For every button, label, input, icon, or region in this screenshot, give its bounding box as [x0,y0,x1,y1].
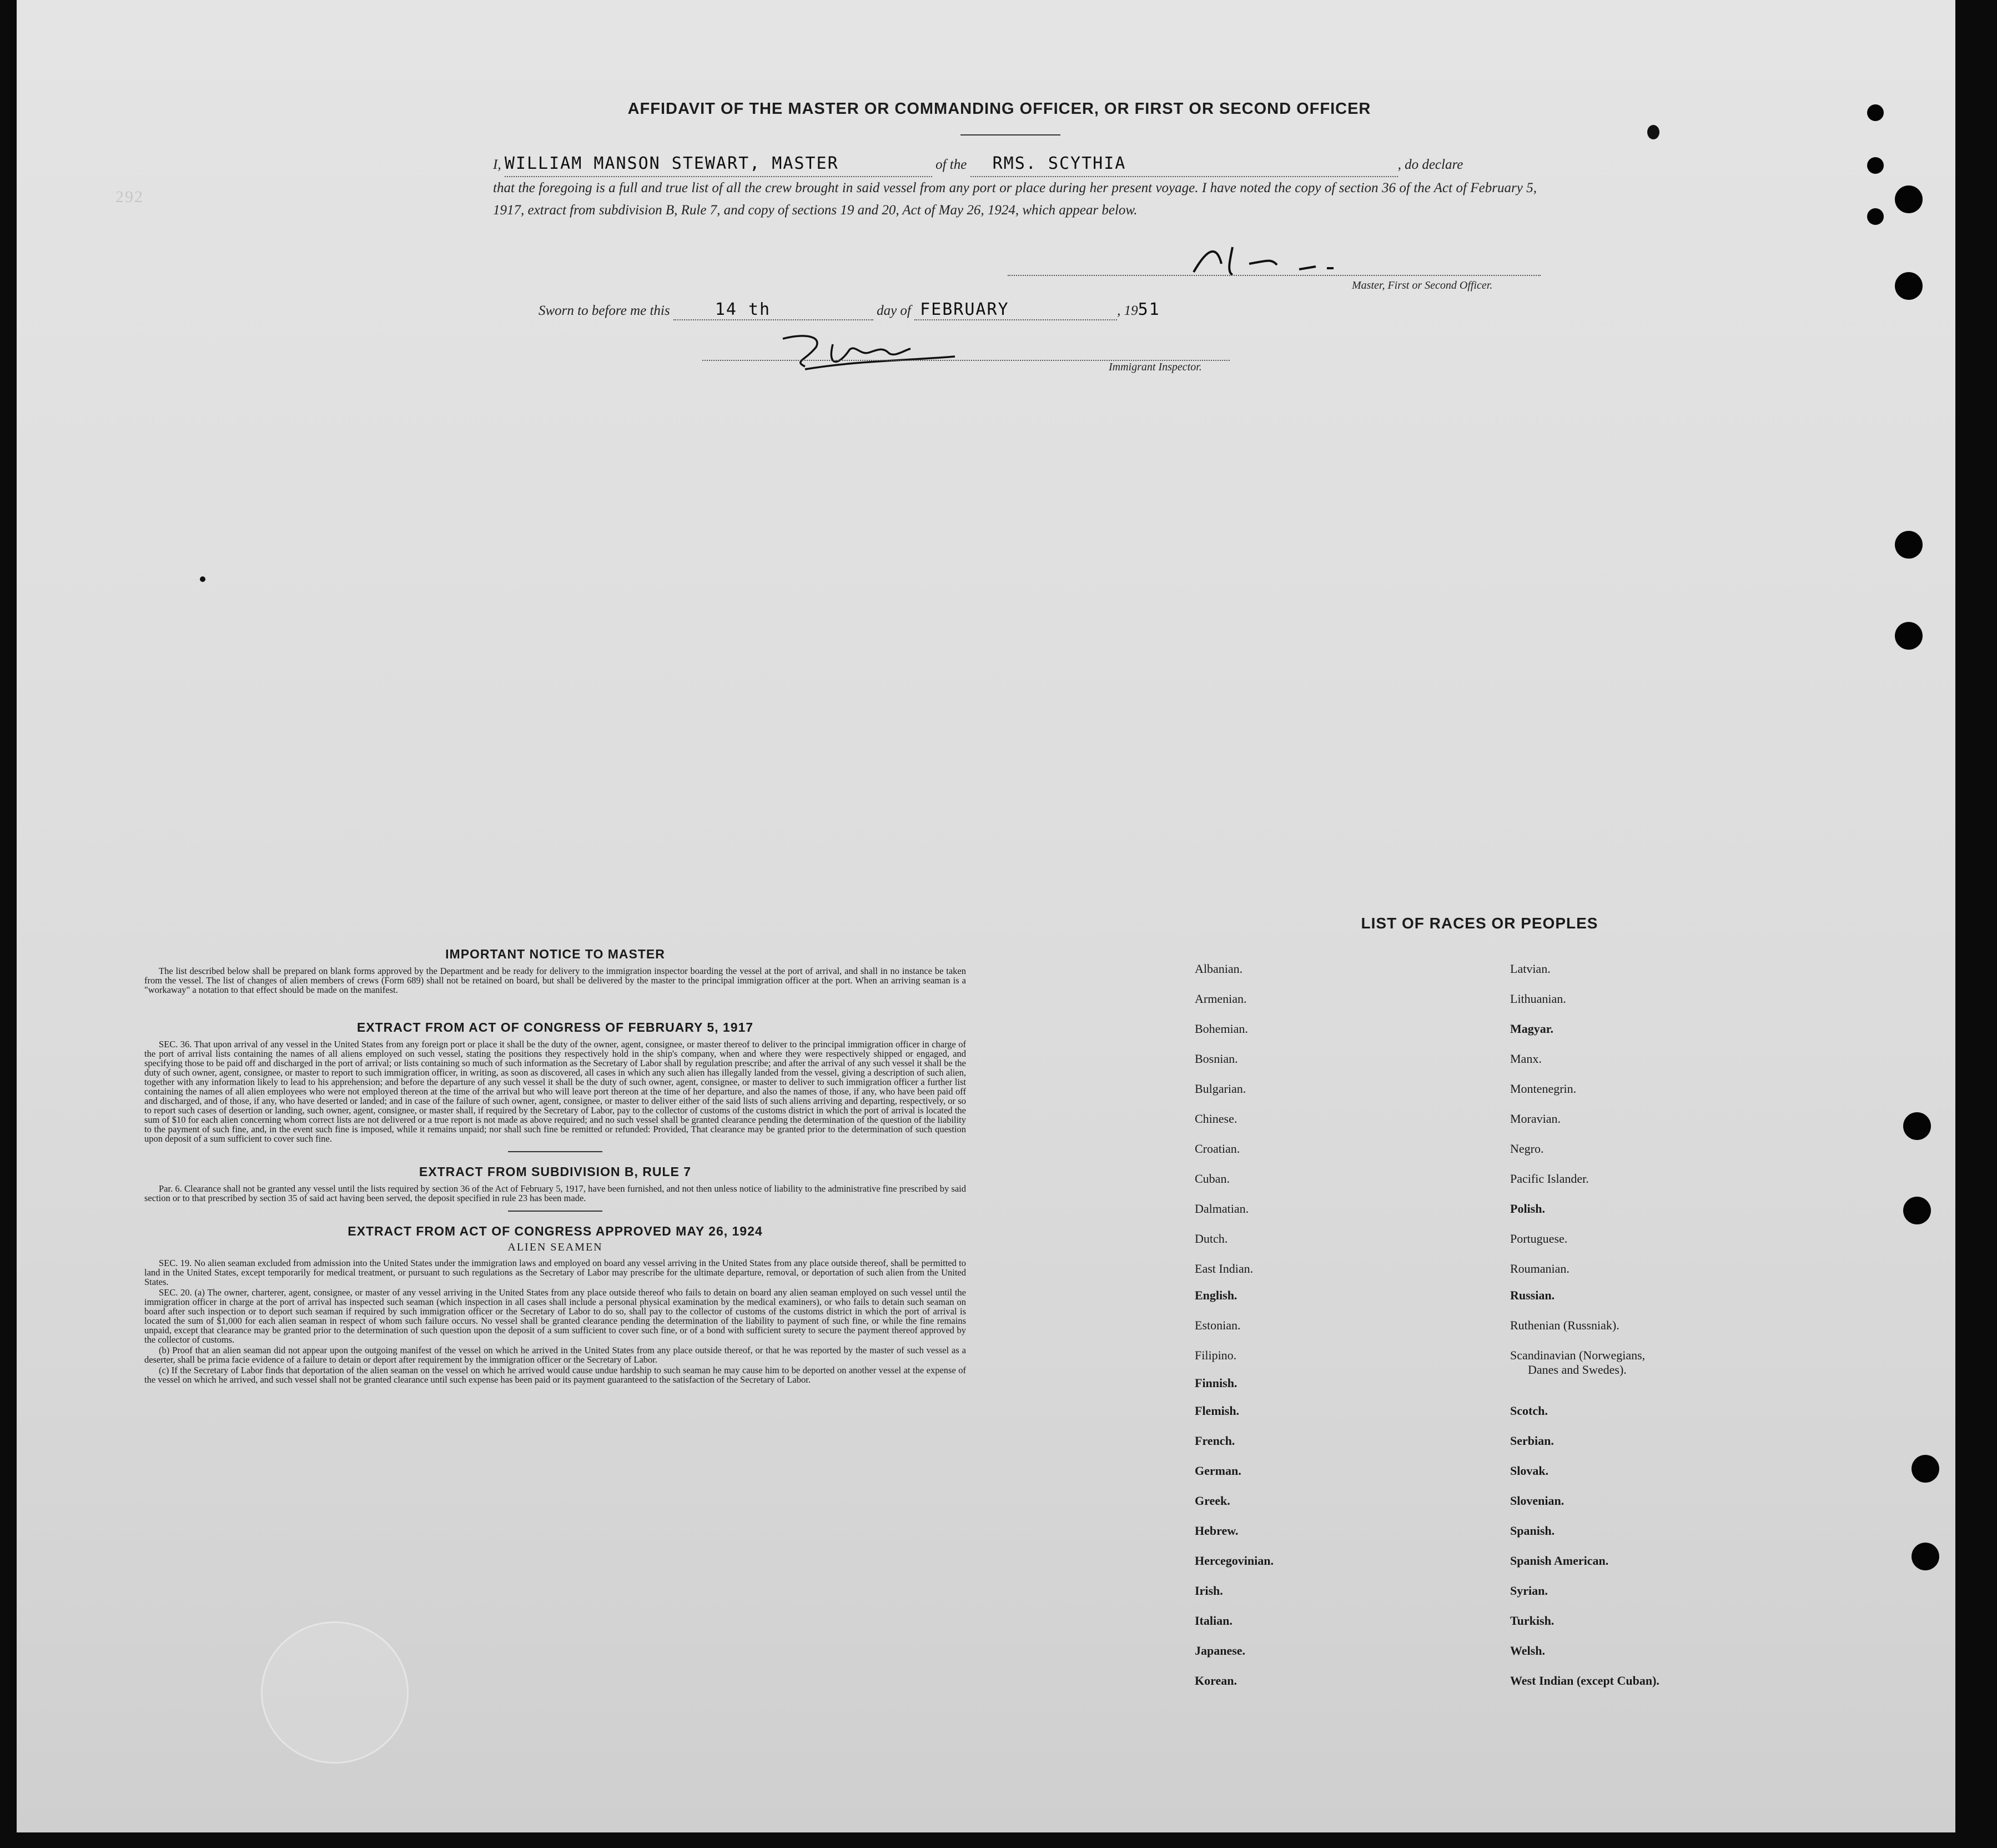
race-item: Bosnian. [1195,1052,1238,1066]
race-item: Spanish American. [1510,1554,1609,1568]
inspector-caption-text: Immigrant Inspector. [1109,361,1202,373]
sworn-prefix: Sworn to before me this [539,303,670,318]
race-item: Slovenian. [1510,1494,1565,1508]
race-item: Pacific Islander. [1510,1172,1589,1186]
race-item: Flemish. [1195,1404,1240,1418]
sworn-day: 14 th [715,300,771,319]
race-item: French. [1195,1434,1235,1448]
punch-hole [1867,104,1884,121]
punch-hole [1895,531,1923,559]
rule-7-title: EXTRACT FROM SUBDIVISION B, RULE 7 [419,1164,692,1179]
punch-hole [1903,1112,1931,1140]
race-item: Roumanian. [1510,1262,1570,1275]
master-name-field [505,153,932,177]
sec-19-text: SEC. 19. No alien seaman excluded from admission into the United States under the immigration laws and employed on board any vessel arriving in the United States from any place outside thereof, shall be permitted to land in the United States, except temporarily for medical treatment, or pursuant to such regulations as the Secretary of Labor may prescribe for the ultimate departure, removal, or deportation of such alien from the United States. [144,1258,966,1287]
sec-20c-text: (c) If the Secretary of Labor finds that deportation of the alien seaman on the vessel on which he arrived would cause undue hardship to such seaman he may cause him to be deported on another vessel at the expense of the vessel on which he arrived, and such vessel shall not be granted clearance until such expense has been paid or its payment guaranteed to the satisfaction of the Secretary of Labor. [144,1365,966,1385]
punch-hole [1912,1543,1939,1570]
punch-hole [1895,622,1923,650]
notice-title: IMPORTANT NOTICE TO MASTER [445,947,665,961]
race-item: Bulgarian. [1195,1082,1246,1096]
race-item: Moravian. [1510,1112,1561,1126]
race-item: Cuban. [1195,1172,1230,1186]
race-item: Danes and Swedes). [1528,1363,1627,1377]
extract-1924-title: EXTRACT FROM ACT OF CONGRESS APPROVED MAY 26, 1924 [348,1224,763,1238]
race-item: Serbian. [1510,1434,1554,1448]
sworn-year: 51 [1138,300,1160,319]
race-item: Turkish. [1510,1614,1555,1628]
race-item: Albanian. [1195,962,1243,976]
race-item: English. [1195,1288,1238,1302]
ink-speck [200,576,205,582]
sworn-day-field [673,300,873,320]
notice-text: The list described below shall be prepared on blank forms approved by the Department and be ready for delivery to the immigration inspector boarding the vessel at the port of arrival, and shall in no instance be taken from the vessel. The list of changes of alien members of crews (Form 689) shall not be retained on board, but shall be delivered by the master to the principal immigration officer at the port. When an arriving seaman is a "workaway" a notation to that effect should be made on the manifest. [144,966,966,995]
punch-hole [1867,157,1884,174]
section-divider [508,1211,602,1212]
race-item: Finnish. [1195,1376,1238,1390]
master-name: WILLIAM MANSON STEWART, MASTER [504,154,839,173]
race-item: Polish. [1510,1202,1545,1216]
race-item: Portuguese. [1510,1232,1568,1246]
race-item: Montenegrin. [1510,1082,1577,1096]
race-item: Syrian. [1510,1584,1548,1598]
race-item: Negro. [1510,1142,1544,1156]
vessel-name: RMS. SCYTHIA [992,154,1126,173]
punch-hole [1903,1197,1931,1224]
declaration-prefix: I, [493,157,501,172]
race-item: Welsh. [1510,1644,1545,1658]
race-item: Lithuanian. [1510,992,1566,1006]
race-item: West Indian (except Cuban). [1510,1674,1659,1688]
race-item: Hebrew. [1195,1524,1239,1538]
sworn-year-prefix: , 19 [1117,303,1138,318]
embossed-seal [261,1621,409,1764]
race-item: Greek. [1195,1494,1230,1508]
do-declare-label: , do declare [1397,157,1463,172]
race-item: Hercegovinian. [1195,1554,1274,1568]
race-item: Slovak. [1510,1464,1549,1478]
race-item: Japanese. [1195,1644,1246,1658]
race-item: Korean. [1195,1674,1237,1688]
extract-1917-title: EXTRACT FROM ACT OF CONGRESS OF FEBRUARY 5, 1917 [356,1020,754,1035]
of-the-label: of the [935,157,967,172]
race-item: Scotch. [1510,1404,1548,1418]
race-item: Manx. [1510,1052,1542,1066]
punch-hole [1895,272,1923,300]
rule-7-text: Par. 6. Clearance shall not be granted any vessel until the lists required by section 36 of the Act of February 5, 1917, have been furnished, and not then unless notice of liability to the administrative fine prescribed by said section or to that prescribed by section 35 of said act having been served, the deposit specified in rule 23 has been made. [144,1183,966,1203]
races-title: LIST OF RACES OR PEOPLES [1361,915,1598,932]
sworn-line [539,300,1160,320]
sworn-month-field [914,300,1117,320]
race-item: Scandinavian (Norwegians, [1510,1348,1646,1362]
page-number: 292 [115,188,144,206]
punch-hole [1895,185,1923,213]
race-item: Magyar. [1510,1022,1554,1036]
race-item: German. [1195,1464,1241,1478]
race-item: Italian. [1195,1614,1233,1628]
race-item: Spanish. [1510,1524,1555,1538]
race-item: Russian. [1510,1288,1555,1302]
race-item: Dutch. [1195,1232,1228,1246]
race-item: Croatian. [1195,1142,1240,1156]
inspector-signature [772,322,960,378]
race-item: Chinese. [1195,1112,1238,1126]
punch-hole [1867,208,1884,225]
race-item: Filipino. [1195,1348,1237,1362]
sec-20a-text: SEC. 20. (a) The owner, charterer, agent, consignee, or master of any vessel arriving in the United States from any place outside thereof who fails to detain on board any alien seaman employed on such vessel until the immigration officer in charge at the port of arrival has inspected such seaman (which inspection in all cases shall include a personal physical examination by the medical examiners), or who fails to detain such seaman on board after such inspection or to deport such seaman if required by such immigration officer or the Secretary of Labor to do so, shall pay to the collector of customs of the customs district in which the port of arrival is located the sum of $1,000 for each alien seaman in respect of whom such failure occurs. No vessel shall be granted clearance pending the determination of the liability to payment of such fine, or while the fine remains unpaid, except that clearance may be granted prior to the determination of such question upon the deposit of a sum sufficient to cover such fine, or of a bond with sufficient surety to secure the payment thereof approved by the collector of customs. [144,1287,966,1345]
race-item: Irish. [1195,1584,1223,1598]
title-rule [960,134,1060,135]
affidavit-body: that the foregoing is a full and true list of all the crew brought in said vessel from any port or place during her present voyage. I have noted the copy of section 36 of the Act of February 5, 1917, extract from subdivision B, Rule 7, and copy of sections 19 and 20, Act of May 26, 1924, which appear below. [493,180,1537,218]
sworn-month: FEBRUARY [920,300,1009,319]
race-item: Estonian. [1195,1318,1241,1332]
extract-1917-text: SEC. 36. That upon arrival of any vessel in the United States from any foreign port or place it shall be the duty of the owner, agent, consignee, or master thereof to deliver to the principal immigration officer in charge of the port of arrival lists containing the names of all aliens employed on such vessel, stating the positions they respectively hold in the ship's company, when and where they were respectively shipped or engaged, and specifying those to be paid off and discharged in the port of arrival; or lists containing so much of such information as the Secretary of Labor shall by regulation prescribe; and after the arrival of any such vessel it shall be the duty of such owner, agent, consignee, or master to report to such immigration officer, in writing, as soon as discovered, all cases in which any such alien has illegally landed from the vessel, giving a description of such alien, together with any information likely to lead to his apprehension; and before the departure of any such vessel it shall be the duty of such owner, agent, consignee, or master to deliver to such immigration officer a further list containing the names of all alien employees who were not employed thereon at the time of the arrival but who will leave port thereon at the time of her departure, and also the names of those, if any, who have been paid off and discharged, and of those, if any, who have deserted or landed; and in case of the failure of such owner, agent, consignee, or master to deliver either of the said lists of such aliens arriving and departing, respectively, or so to report such cases of desertion or landing, such owner, agent, consignee, or master shall, if required by the Secretary of Labor, pay to the collector of customs of the customs district in which the port of arrival is located the sum of $10 for each alien concerning whom correct lists are not delivered or a true report is not made as above required; and no such vessel shall be granted clearance pending the determination of the question of the liability to the payment of such fine, and, in the event such fine is imposed, while it remains unpaid; nor shall such fine be remitted or refunded: Provided, That clearance may be granted prior to the determination of such question upon deposit of a sum sufficient to cover such fine. [144,1039,966,1144]
officer-signature-line [1008,275,1541,277]
section-divider [508,1151,602,1152]
extract-1924-subtitle: ALIEN SEAMEN [507,1241,603,1253]
document-page [17,0,1955,1832]
race-item: Latvian. [1510,962,1551,976]
affidavit-text [493,153,1537,222]
punch-hole [1912,1455,1939,1483]
vessel-name-field [970,153,1398,177]
sec-20b-text: (b) Proof that an alien seaman did not appear upon the outgoing manifest of the vessel on which he arrived in the United States from any place outside thereof, or that he was reported by the master of such vessel as a deserter, shall be prima facie evidence of a failure to detain or deport after requirement by the immigration officer or the Secretary of Labor. [144,1345,966,1365]
race-item: East Indian. [1195,1262,1254,1275]
day-of-label: day of [877,303,911,318]
race-item: Armenian. [1195,992,1247,1006]
race-item: Ruthenian (Russniak). [1510,1318,1619,1332]
legal-notice-column [144,947,966,1384]
race-item: Bohemian. [1195,1022,1248,1036]
race-item: Dalmatian. [1195,1202,1249,1216]
ink-speck [1647,125,1659,139]
declaration-line [493,153,1537,177]
affidavit-title: AFFIDAVIT OF THE MASTER OR COMMANDING OFFICER, OR FIRST OR SECOND OFFICER [627,100,1371,118]
officer-caption: Master, First or Second Officer. [1352,279,1493,292]
